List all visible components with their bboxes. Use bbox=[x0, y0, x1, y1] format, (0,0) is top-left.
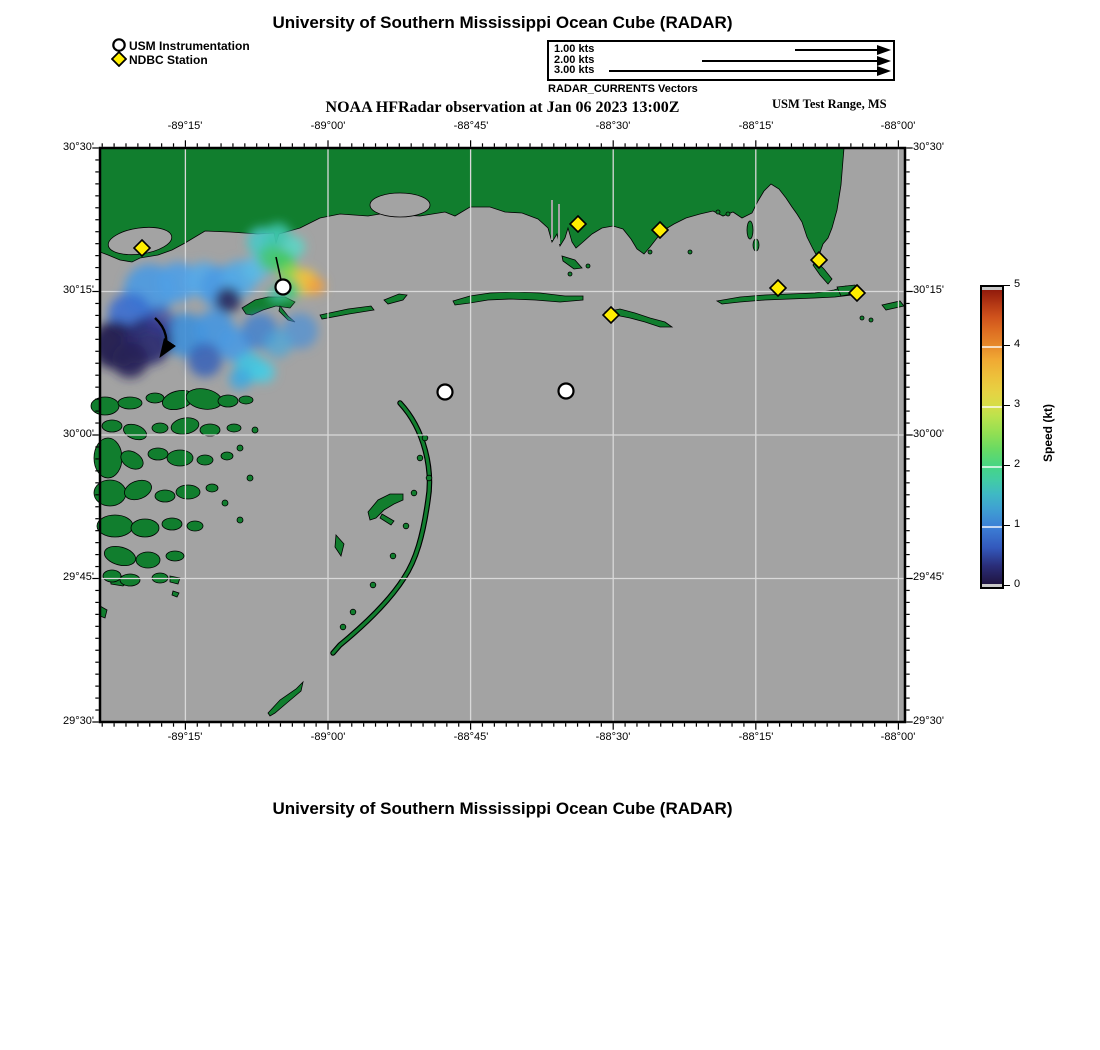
colorbar-axis-label: Speed (kt) bbox=[1041, 403, 1055, 463]
colorbar-tick bbox=[1002, 525, 1010, 527]
colorbar-divider bbox=[982, 346, 1002, 348]
coastal-map bbox=[100, 148, 905, 722]
marsh-patch bbox=[102, 420, 122, 432]
marsh-patch bbox=[187, 521, 203, 531]
lon-label-bottom: -88°00' bbox=[880, 731, 916, 743]
lon-label-bottom: -89°00' bbox=[310, 731, 346, 743]
marsh-patch bbox=[118, 397, 142, 409]
speed-blob bbox=[188, 343, 222, 377]
islet bbox=[568, 272, 572, 276]
marsh-patch bbox=[197, 455, 213, 465]
marsh-dot bbox=[247, 475, 253, 481]
page-title: University of Southern Mississippi Ocean Cube (RADAR) bbox=[272, 13, 733, 32]
colorbar-cap bbox=[982, 287, 1002, 290]
marsh-patch bbox=[91, 397, 119, 415]
speed-colorbar bbox=[980, 285, 1004, 589]
islet bbox=[860, 316, 864, 320]
marsh-patch bbox=[167, 450, 193, 466]
colorbar-tick bbox=[1002, 585, 1010, 587]
lon-label-top: -89°00' bbox=[310, 120, 346, 132]
lon-label-bottom: -88°45' bbox=[453, 731, 489, 743]
lat-label-left: 29°45' bbox=[63, 571, 94, 583]
islet bbox=[869, 318, 873, 322]
marsh-patch bbox=[103, 570, 121, 582]
marsh-patch bbox=[131, 519, 159, 537]
lon-label-bottom: -88°15' bbox=[738, 731, 774, 743]
marsh-dot bbox=[222, 500, 228, 506]
lon-label-top: -89°15' bbox=[167, 120, 203, 132]
speed-blob bbox=[264, 330, 292, 358]
arrowhead-icon bbox=[877, 45, 891, 55]
marsh-dot bbox=[252, 427, 258, 433]
colorbar-tick-label: 2 bbox=[1014, 458, 1021, 470]
vector-scale-2kt-label: 2.00 kts bbox=[554, 53, 595, 66]
lat-label-right: 30°15' bbox=[913, 284, 944, 296]
lat-label-left: 30°00' bbox=[63, 428, 94, 440]
colorbar-tick bbox=[1002, 405, 1010, 407]
lat-label-left: 30°30' bbox=[63, 141, 94, 153]
colorbar-tick-label: 5 bbox=[1014, 278, 1021, 290]
vector-arrow-2kt bbox=[702, 60, 880, 62]
lat-label-right: 29°45' bbox=[913, 571, 944, 583]
marsh-patch bbox=[218, 395, 238, 407]
bay-st-louis bbox=[370, 193, 430, 217]
colorbar-tick bbox=[1002, 285, 1010, 287]
legend-ndbc-label: NDBC Station bbox=[129, 53, 208, 67]
observation-subtitle: NOAA HFRadar observation at Jan 06 2023 13:00Z bbox=[325, 99, 680, 116]
vector-arrow-1kt bbox=[795, 49, 880, 51]
footer-title: University of Southern Mississippi Ocean Cube (RADAR) bbox=[272, 799, 733, 818]
usm-station-marker bbox=[276, 280, 291, 295]
vector-scale-box bbox=[547, 40, 895, 81]
lon-label-bottom: -89°15' bbox=[167, 731, 203, 743]
lon-label-bottom: -88°30' bbox=[595, 731, 631, 743]
colorbar-divider bbox=[982, 526, 1002, 528]
colorbar-tick-label: 0 bbox=[1014, 578, 1021, 590]
marsh-patch bbox=[206, 484, 218, 492]
islet bbox=[648, 250, 652, 254]
marsh-dot bbox=[237, 517, 243, 523]
speed-blob bbox=[215, 287, 241, 313]
colorbar-tick-label: 1 bbox=[1014, 518, 1021, 530]
marsh-patch bbox=[94, 438, 122, 478]
islet bbox=[716, 210, 720, 214]
marsh-patch bbox=[227, 424, 241, 432]
lat-label-right: 30°30' bbox=[913, 141, 944, 153]
islet bbox=[726, 212, 730, 216]
vector-scale-1kt-label: 1.00 kts bbox=[554, 43, 595, 55]
islet bbox=[688, 250, 692, 254]
islet bbox=[586, 264, 590, 268]
marsh-patch bbox=[166, 551, 184, 561]
vector-scale-caption: RADAR_CURRENTS Vectors bbox=[548, 83, 698, 95]
marsh-patch bbox=[148, 448, 168, 460]
usm-station-marker bbox=[559, 384, 574, 399]
vector-scale-3kt-label: 3.00 kts bbox=[554, 64, 595, 76]
marsh-patch bbox=[97, 515, 133, 537]
speed-blob bbox=[146, 306, 174, 334]
lon-label-top: -88°45' bbox=[453, 120, 489, 132]
lat-label-right: 30°00' bbox=[913, 428, 944, 440]
marsh-patch bbox=[146, 393, 164, 403]
marsh-patch bbox=[200, 424, 220, 436]
marsh-patch bbox=[239, 396, 253, 404]
usm-station-marker bbox=[438, 385, 453, 400]
colorbar-tick bbox=[1002, 345, 1010, 347]
marsh-patch bbox=[221, 452, 233, 460]
arrowhead-icon bbox=[877, 56, 891, 66]
speed-blob bbox=[112, 342, 148, 378]
lat-label-right: 29°30' bbox=[913, 715, 944, 727]
colorbar-tick-label: 4 bbox=[1014, 338, 1021, 350]
speed-blob bbox=[253, 361, 275, 383]
marsh-patch bbox=[136, 552, 160, 568]
colorbar-divider bbox=[982, 466, 1002, 468]
speed-blob bbox=[229, 368, 251, 390]
lat-label-left: 29°30' bbox=[63, 715, 94, 727]
vector-arrow-3kt bbox=[609, 70, 880, 72]
colorbar-cap bbox=[982, 584, 1002, 587]
legend-usm-label: USM Instrumentation bbox=[129, 39, 250, 53]
marsh-patch bbox=[176, 485, 200, 499]
test-range-label: USM Test Range, MS bbox=[772, 97, 887, 111]
marsh-patch bbox=[155, 490, 175, 502]
islet bbox=[747, 221, 753, 239]
marsh-dot bbox=[237, 445, 243, 451]
arrowhead-icon bbox=[877, 66, 891, 76]
colorbar-divider bbox=[982, 406, 1002, 408]
lat-label-left: 30°15' bbox=[63, 284, 94, 296]
marsh-patch bbox=[120, 574, 140, 586]
colorbar-tick-label: 3 bbox=[1014, 398, 1021, 410]
lon-label-top: -88°00' bbox=[880, 120, 916, 132]
speed-blob bbox=[307, 277, 325, 295]
marsh-patch bbox=[152, 423, 168, 433]
colorbar-tick bbox=[1002, 465, 1010, 467]
marsh-patch bbox=[162, 518, 182, 530]
lon-label-top: -88°15' bbox=[738, 120, 774, 132]
ndbc-diamond-marker-icon bbox=[111, 51, 127, 67]
lon-label-top: -88°30' bbox=[595, 120, 631, 132]
